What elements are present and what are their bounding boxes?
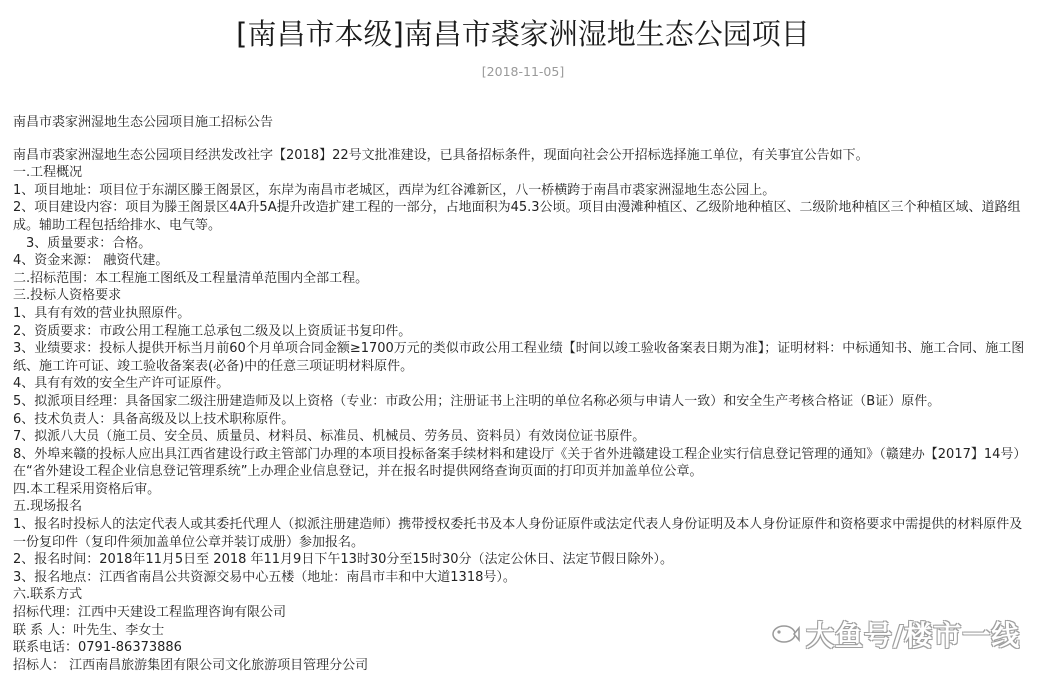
paragraph-quality-requirement: 3、质量要求：合格。	[26, 235, 152, 251]
contact-agency: 招标代理：江西中天建设工程监理咨询有限公司	[13, 605, 287, 621]
paragraph-qualification-requirement: 2、资质要求：市政公用工程施工总承包二级及以上资质证书复印件。	[13, 323, 412, 339]
paragraph-registration-materials: 1、报名时投标人的法定代表人或其委托代理人（拟派注册建造师）携带授权委托书及本人身份证原件或法定代表人身份证明及本人身份证原件和资格要求中需提供的材料原件及一份复印件（复印件须加盖单位公章并装订成册）参加报名。	[13, 517, 1023, 550]
contact-person: 联 系 人：叶先生、李女士	[13, 622, 165, 638]
paragraph-project-manager: 5、拟派项目经理：具备国家二级注册建造师及以上资格（专业：市政公用；注册证书上注明的单位名称必须与申请人一致）和安全生产考核合格证（B证）原件。	[13, 393, 941, 409]
article-subtitle: 南昌市裘家洲湿地生态公园项目施工招标公告	[13, 115, 274, 130]
section-heading-bid-scope: 二.招标范围：本工程施工图纸及工程量清单范围内全部工程。	[13, 270, 369, 286]
contact-phone: 联系电话：0791-86373886	[13, 640, 182, 656]
section-heading-qualifications: 三.投标人资格要求	[13, 288, 122, 304]
paragraph-out-of-province-bidders: 8、外埠来赣的投标人应出具江西省建设行政主管部门办理的本项目投标备案手续材料和建设厅《关于省外进赣建设工程企业实行信息登记管理的通知》（赣建办【2017】14号）在“省外建设工程企业信息登记管理系统”上办理企业信息登记，并在报名时提供网络查询页面的打印页并加盖单位公章。	[13, 446, 1027, 480]
contact-tenderer: 招标人： 江西南昌旅游集团有限公司文化旅游项目管理分公司	[13, 657, 369, 673]
paragraph-safety-license: 4、具有有效的安全生产许可证原件。	[13, 376, 230, 392]
article-body	[13, 114, 1033, 674]
publish-date: [2018-11-05]	[481, 64, 565, 79]
paragraph-eight-staff: 7、拟派八大员（施工员、安全员、质量员、材料员、标准员、机械员、劳务员、资料员）有效岗位证书原件。	[13, 429, 646, 445]
paragraph-business-license: 1、具有有效的营业执照原件。	[13, 305, 191, 321]
watermark-text: 大鱼号/楼市一线	[806, 619, 1021, 652]
paragraph-registration-time: 2、报名时间：2018年11月5日至 2018 年11月9日下午13时30分至15时30分（法定公休日、法定节假日除外）。	[13, 552, 673, 568]
paragraph-construction-content: 2、项目建设内容：项目为滕王阁景区4A升5A提升改造扩建工程的一部分，占地面积为45.3公顷。项目由漫滩种植区、乙级阶地种植区、二级阶地种植区三个种植区域、道路组成。辅助工程包括给排水、电气等。	[13, 200, 1021, 233]
section-heading-contact: 六.联系方式	[13, 587, 83, 603]
paragraph-registration-location: 3、报名地点：江西省南昌公共资源交易中心五楼（地址：南昌市丰和中大道1318号）。	[13, 569, 516, 585]
section-heading-project-overview: 一.工程概况	[13, 165, 83, 181]
paragraph-project-address: 1、项目地址：项目位于东湖区滕王阁景区，东岸为南昌市老城区，西岸为红谷滩新区，八一桥横跨于南昌市裘家洲湿地生态公园上。	[13, 182, 776, 198]
paragraph-funding-source: 4、资金来源： 融资代建。	[13, 253, 169, 269]
paragraph-performance-requirement: 3、业绩要求：投标人提供开标当月前60个月单项合同金额≥1700万元的类似市政公用工程业绩【时间以竣工验收备案表日期为准】；证明材料：中标通知书、施工合同、施工图纸、施工许可证、竣工验收备案表(必备)中的任意三项证明材料原件。	[13, 341, 1025, 374]
paragraph-technical-lead: 6、技术负责人：具备高级及以上技术职称原件。	[13, 411, 295, 427]
section-heading-post-qualification: 四.本工程采用资格后审。	[13, 481, 161, 497]
intro-paragraph: 南昌市裘家洲湿地生态公园项目经洪发改社字【2018】22号文批准建设，已具备招标条件，现面向社会公开招标选择施工单位，有关事宜公告如下。	[13, 147, 869, 163]
page-title: [南昌市本级]南昌市裘家洲湿地生态公园项目	[236, 17, 810, 51]
section-heading-registration: 五.现场报名	[13, 499, 83, 515]
